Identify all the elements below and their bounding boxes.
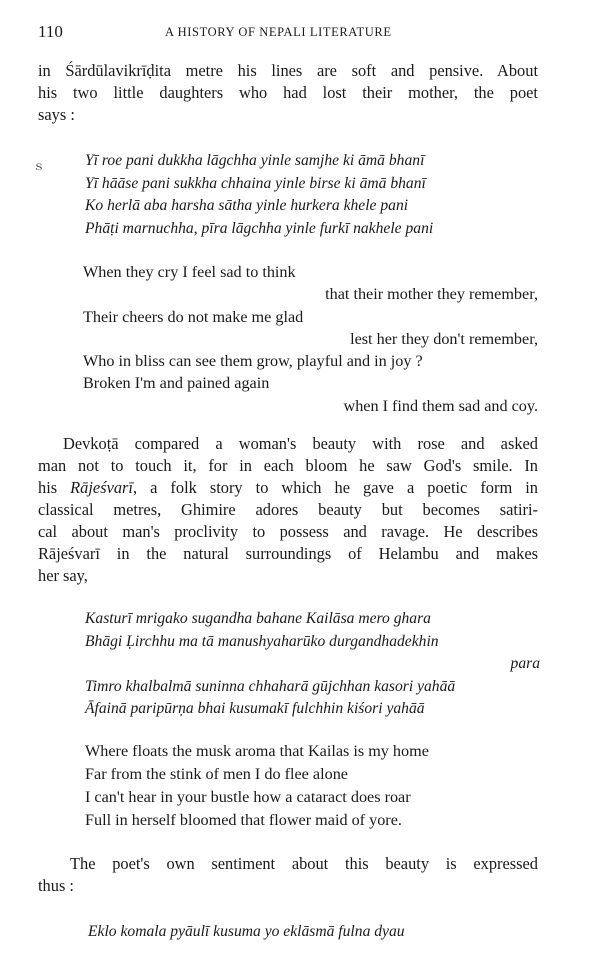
verse-nepali-1 bbox=[85, 150, 433, 240]
text-line: his two little daughters who had lost their mother, the poet bbox=[38, 83, 538, 102]
paragraph-devkota bbox=[38, 433, 538, 587]
verse-line: Their cheers do not make me glad bbox=[83, 307, 304, 326]
verse-line: Broken I'm and pained again bbox=[83, 374, 270, 393]
verse-line: Bhāgi Ḷirchhu ma tā manushyaharūko durgandhadekhin bbox=[85, 632, 439, 650]
text-line: says : bbox=[38, 105, 75, 124]
verse-line: Ko herlā aba harsha sātha yinle hurkera khele pani bbox=[85, 197, 409, 214]
text-line: man not to touch it, for in each bloom he saw God's smile. In bbox=[38, 456, 538, 475]
verse-line: Who in bliss can see them grow, playful and in joy ? bbox=[83, 352, 423, 371]
verse-line: Phāṭi marnuchha, pīra lāgchha yinle furkī nakhele pani bbox=[85, 219, 434, 237]
verse-translation-2 bbox=[85, 740, 429, 832]
verse-line: Full in herself bloomed that flower maid of yore. bbox=[85, 811, 402, 829]
verse-line: I can't hear in your bustle how a cataract does roar bbox=[85, 788, 411, 806]
verse-line: Timro khalbalmā suninna chhaharā gūjchhan kasori yahāā bbox=[85, 677, 456, 695]
verse-line: when I find them sad and coy. bbox=[343, 396, 538, 415]
text-line: classical metres, Ghimire adores beauty but becomes satiri- bbox=[38, 500, 538, 519]
text-line: her say, bbox=[38, 566, 88, 585]
verse-line: Yī hāāse pani sukkha chhaina yinle birse ki āmā bhanī bbox=[85, 174, 426, 192]
text-line: cal about man's proclivity to possess and ravage. He describes bbox=[38, 522, 538, 541]
verse-line: Where floats the musk aroma that Kailas is my home bbox=[85, 742, 429, 760]
page-number: 110 bbox=[38, 22, 63, 41]
verse-line: When they cry I feel sad to think bbox=[83, 263, 296, 281]
verse-line: Far from the stink of men I do flee alone bbox=[85, 765, 348, 783]
text-line: The poet's own sentiment about this beauty is expressed bbox=[70, 854, 538, 873]
verse-line: para bbox=[510, 655, 540, 672]
verse-line: Kasturī mrigako sugandha bahane Kailāsa mero ghara bbox=[85, 610, 431, 627]
text-line: Devkoṭā compared a woman's beauty with rose and asked bbox=[63, 434, 538, 453]
verse-line: that their mother they remember, bbox=[325, 285, 538, 304]
verse-line: Yī roe pani dukkha lāgchha yinle samjhe ki āmā bhanī bbox=[85, 152, 425, 169]
running-title: A HISTORY OF NEPALI LITERATURE bbox=[165, 25, 392, 39]
verse-line: lest her they don't remember, bbox=[350, 329, 538, 348]
text-line: in Śārdūlavikrīḍita metre his lines are soft and pensive. About bbox=[38, 61, 538, 80]
text-line: Rājeśvarī in the natural surroundings of Helambu and makes bbox=[38, 544, 538, 563]
verse-translation-1 bbox=[83, 261, 538, 417]
paragraph-intro bbox=[38, 60, 538, 126]
verse-line: Eklo komala pyāulī kusuma yo eklāsmā fulna dyau bbox=[88, 923, 405, 940]
verse-nepali-3 bbox=[88, 921, 405, 944]
verse-nepali-2 bbox=[85, 608, 540, 721]
verse-line: Āfainā paripūrṇa bhai kusumakī fulchhin kiśori yahāā bbox=[85, 700, 425, 717]
text-line: his Rājeśvarī, a folk story to which he gave a poetic form in bbox=[38, 478, 538, 497]
text-line: thus : bbox=[38, 876, 74, 895]
work-title: Rājeśvarī bbox=[70, 478, 133, 497]
paragraph-sentiment bbox=[38, 853, 538, 897]
margin-mark: ｓ bbox=[33, 159, 46, 173]
